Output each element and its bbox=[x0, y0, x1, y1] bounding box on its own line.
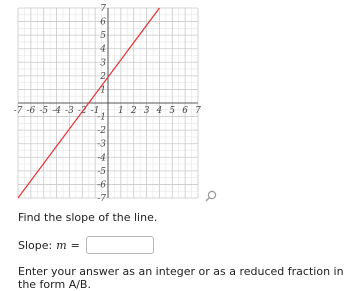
y-tick-label: -3 bbox=[97, 139, 106, 150]
y-tick-label: 6 bbox=[100, 17, 106, 28]
x-tick-label: -2 bbox=[77, 106, 87, 116]
slope-label: Slope: bbox=[18, 238, 53, 252]
x-tick-label: 4 bbox=[156, 106, 163, 116]
x-tick-label: 6 bbox=[182, 106, 189, 116]
y-tick-label: -7 bbox=[97, 194, 106, 204]
y-tick-label: -2 bbox=[97, 126, 106, 137]
equals-sign: = bbox=[70, 238, 80, 252]
y-tick-label: -5 bbox=[97, 166, 106, 177]
x-tick-label: 7 bbox=[195, 106, 201, 116]
y-tick-label: 2 bbox=[100, 71, 106, 82]
magnifier-icon[interactable] bbox=[205, 190, 217, 202]
slope-answer-row bbox=[18, 235, 154, 255]
slope-input[interactable] bbox=[86, 236, 154, 254]
y-tick-label: 3 bbox=[100, 58, 106, 69]
y-tick-label: 5 bbox=[100, 31, 106, 42]
x-tick-label: 5 bbox=[169, 106, 176, 116]
x-tick-label: -5 bbox=[39, 106, 49, 116]
x-tick-label: -6 bbox=[26, 106, 36, 116]
x-tick-label: -1 bbox=[90, 106, 100, 116]
y-tick-label: 1 bbox=[100, 85, 106, 96]
x-tick-label: -7 bbox=[13, 106, 23, 116]
y-tick-label: -1 bbox=[97, 112, 106, 123]
slope-variable: m bbox=[56, 238, 67, 252]
question-prompt: Find the slope of the line. bbox=[18, 211, 158, 224]
x-tick-label: 2 bbox=[130, 106, 137, 116]
y-tick-label: -4 bbox=[97, 153, 106, 164]
x-tick-label: 1 bbox=[117, 106, 124, 116]
y-tick-label: 7 bbox=[100, 4, 106, 14]
answer-instructions: Enter your answer as an integer or as a reduced fraction in the form A/B. bbox=[18, 265, 344, 291]
x-tick-label: 3 bbox=[143, 106, 150, 116]
x-tick-label: -4 bbox=[52, 106, 61, 116]
y-tick-label: -6 bbox=[97, 180, 106, 191]
y-tick-label: 4 bbox=[100, 44, 106, 55]
x-tick-label: -3 bbox=[65, 106, 74, 116]
